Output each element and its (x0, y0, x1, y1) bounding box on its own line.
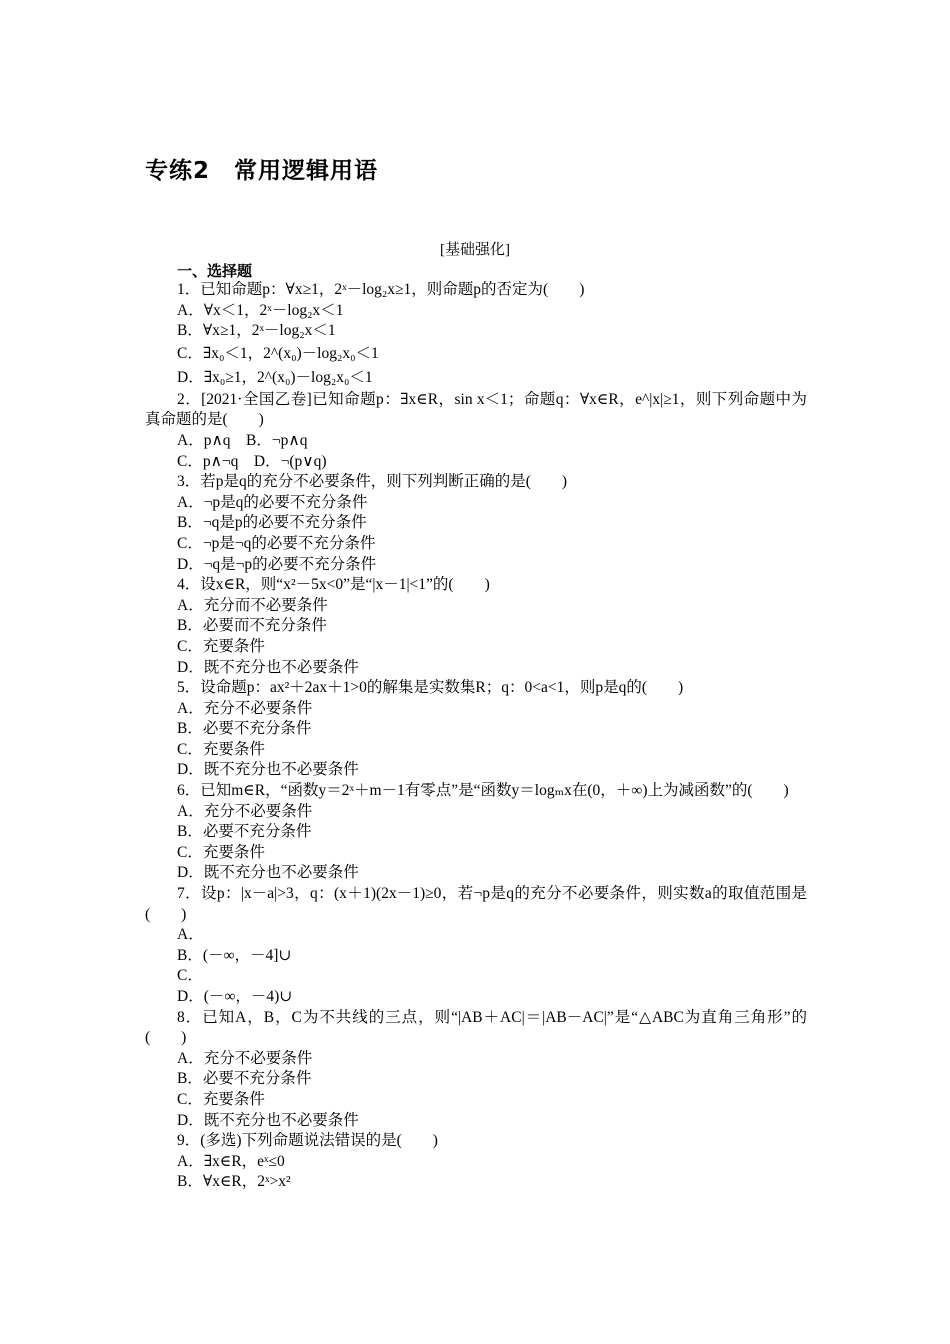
answer-option: A．充分而不必要条件 (177, 596, 328, 614)
answer-option: C．p∧¬q D．¬(p∨q) (177, 452, 327, 470)
answer-option: D．既不充分也不必要条件 (177, 658, 359, 676)
question-stem: 3．若p是q的充分不必要条件，则下列判断正确的是( ) (177, 473, 568, 491)
question-stem: 4．设x∈R，则“x²－5x<0”是“|x－1|<1”的( ) (177, 576, 490, 594)
answer-option: C．充要条件 (177, 1090, 265, 1108)
answer-option: A．∀x＜1，2ˣ－log₂x＜1 (177, 301, 344, 319)
answer-option: C． (177, 967, 203, 985)
answer-option: D．既不充分也不必要条件 (177, 864, 359, 882)
answer-option: B．必要不充分条件 (177, 1070, 312, 1088)
section-heading: 一、选择题 (177, 262, 253, 280)
answer-option: A．充分不必要条件 (177, 802, 313, 820)
question-stem: 2．[2021·全国乙卷]已知命题p：∃x∈R，sin x＜1；命题q：∀x∈R，e^|x|≥1，则下列命题中为真命题的是( ) (145, 390, 807, 429)
answer-option: C．充要条件 (177, 740, 265, 758)
answer-option: B．必要不充分条件 (177, 720, 312, 738)
answer-option: C．充要条件 (177, 637, 265, 655)
question-stem: 8．已知A，B，C为不共线的三点，则“|AB＋AC|＝|AB－AC|”是“△ABC为直角三角形”的( ) (145, 1008, 807, 1047)
answer-option: C．∃x₀＜1，2^(x₀)－log₂x₀＜1 (177, 344, 379, 362)
answer-option: B．必要而不充分条件 (177, 617, 327, 635)
answer-option: A．充分不必要条件 (177, 699, 313, 717)
answer-option: D．既不充分也不必要条件 (177, 761, 359, 779)
question-stem: 5．设命题p：ax²＋2ax＋1>0的解集是实数集R；q：0<a<1，则p是q的( ) (177, 679, 684, 697)
answer-option: A．¬p是q的必要不充分条件 (177, 493, 368, 511)
answer-option: B．∀x∈R，2ˣ>x² (177, 1173, 291, 1191)
answer-option: C．充要条件 (177, 843, 265, 861)
page-title: 专练2 常用逻辑用语 (145, 158, 379, 184)
answer-option: C．¬p是¬q的必要不充分条件 (177, 534, 376, 552)
answer-option: B．(－∞，－4]∪ (177, 946, 292, 964)
answer-option: A．p∧q B．¬p∧q (177, 431, 308, 449)
answer-option: A． (177, 926, 204, 944)
answer-option: D．¬q是¬p的必要不充分条件 (177, 555, 377, 573)
answer-option: B．必要不充分条件 (177, 823, 312, 841)
answer-option: A．充分不必要条件 (177, 1049, 313, 1067)
question-list (145, 280, 807, 1193)
section-label: [基础强化] (440, 242, 510, 258)
question-stem: 1．已知命题p：∀x≥1，2ˣ－log₂x≥1，则命题p的否定为( ) (177, 281, 585, 298)
answer-option: B．¬q是p的必要不充分条件 (177, 514, 367, 532)
answer-option: D．∃x₀≥1，2^(x₀)－log₂x₀＜1 (177, 368, 373, 386)
answer-option: B．∀x≥1，2ˣ－log₂x＜1 (177, 322, 336, 340)
answer-option: A．∃x∈R，eˣ≤0 (177, 1152, 285, 1170)
question-stem: 7．设p：|x－a|>3，q：(x＋1)(2x－1)≥0，若¬p是q的充分不必要条件，则实数a的取值范围是( ) (145, 885, 807, 923)
answer-option: D．既不充分也不必要条件 (177, 1111, 359, 1129)
question-stem: 9．(多选)下列命题说法错误的是( ) (177, 1132, 438, 1150)
answer-option: D．(－∞，－4)∪ (177, 988, 293, 1005)
question-stem: 6．已知m∈R，“函数y＝2ˣ＋m－1有零点”是“函数y＝logₘx在(0，＋∞)上为减函数”的( ) (177, 782, 789, 800)
